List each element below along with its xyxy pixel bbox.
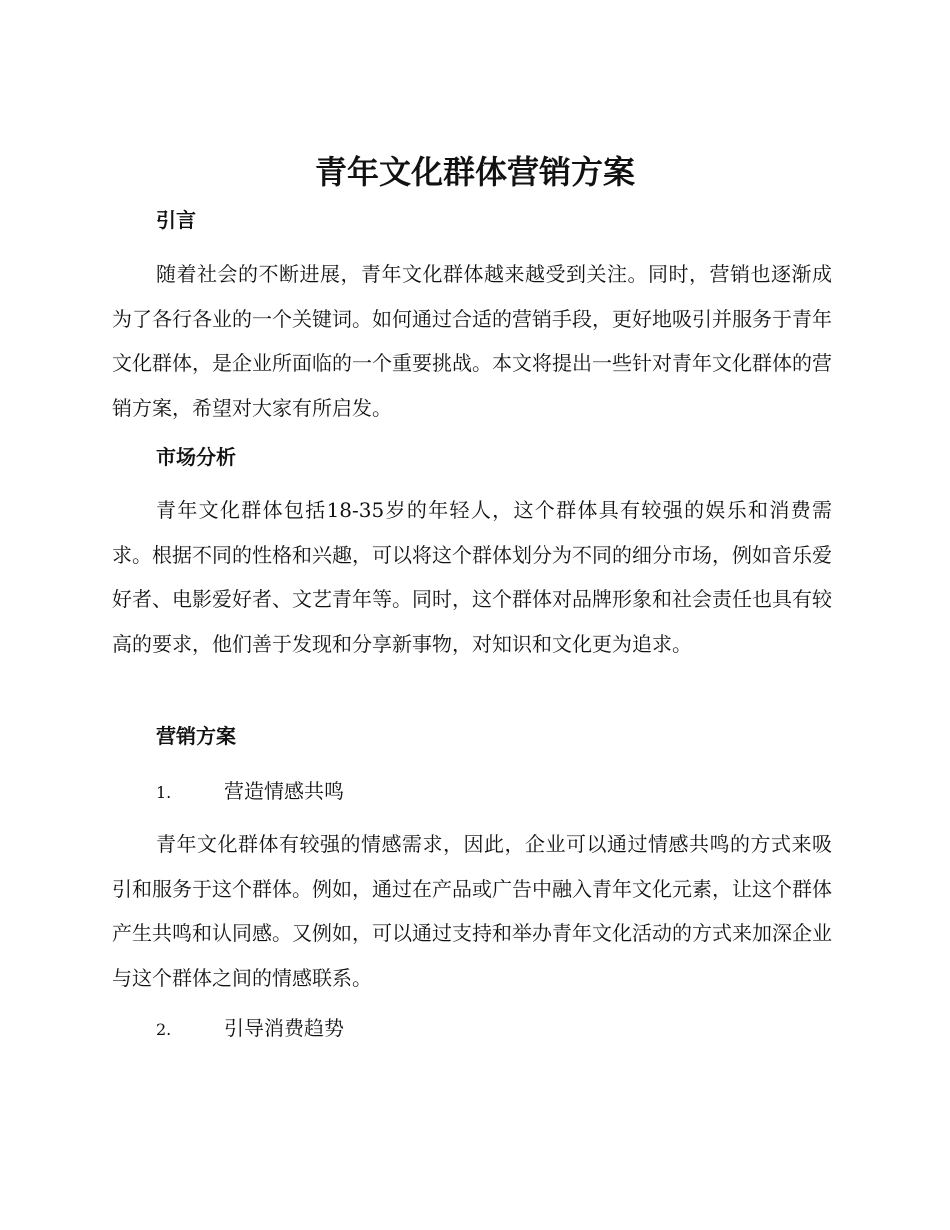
document-title: 青年文化群体营销方案 — [314, 153, 635, 191]
intro-paragraph: 随着社会的不断进展，青年文化群体越来越受到关注。同时，营销也逐渐成为了各行各业的一个关键词。如何通过合适的营销手段，更好地吸引并服务于青年文化群体，是企业所面临的一个重要挑战。本文将提出一些针对青年文化群体的营销方案，希望对大家有所启发。 — [112, 262, 832, 420]
section-heading-plan: 营销方案 — [156, 724, 236, 748]
plan-item-1-label: 营造情感共鸣 — [224, 779, 344, 803]
market-paragraph: 青年文化群体包括18-35岁的年轻人，这个群体具有较强的娱乐和消费需求。根据不同的性格和兴趣，可以将这个群体划分为不同的细分市场，例如音乐爱好者、电影爱好者、文艺青年等。同时，这个群体对品牌形象和社会责任也具有较高的要求，他们善于发现和分享新事物，对知识和文化更为追求。 — [112, 498, 832, 656]
plan-item-1-number: 1. — [156, 783, 172, 802]
plan-item-2-label: 引导消费趋势 — [224, 1016, 344, 1040]
section-heading-market: 市场分析 — [156, 445, 236, 469]
section-heading-intro: 引言 — [156, 208, 196, 232]
plan-item-1 — [156, 777, 344, 807]
plan-item-2-number: 2. — [156, 1020, 172, 1039]
plan-item-2 — [156, 1014, 344, 1044]
plan-item-1-paragraph: 青年文化群体有较强的情感需求，因此，企业可以通过情感共鸣的方式来吸引和服务于这个群体。例如，通过在产品或广告中融入青年文化元素，让这个群体产生共鸣和认同感。又例如，可以通过支持和举办青年文化活动的方式来加深企业与这个群体之间的情感联系。 — [112, 832, 832, 990]
